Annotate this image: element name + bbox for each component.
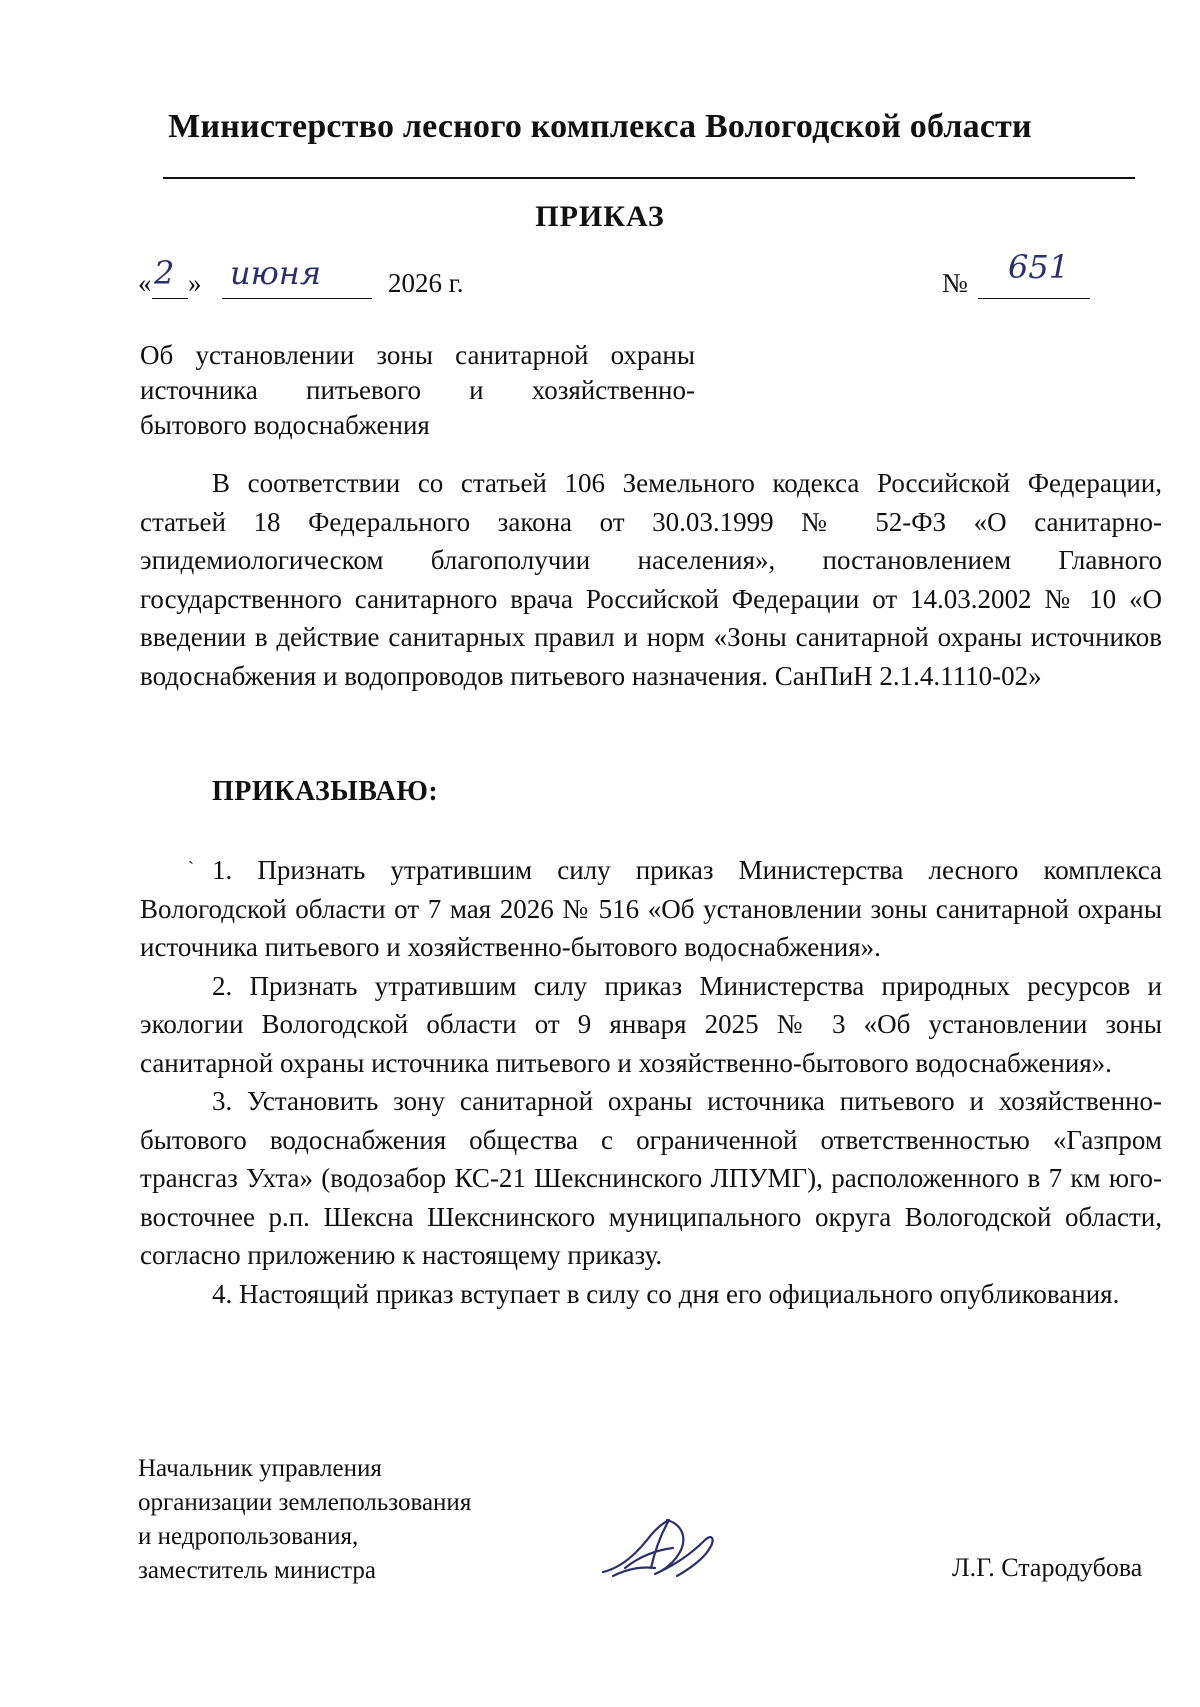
order-item: 2. Признать утратившим силу приказ Министерства природных ресурсов и экологии Вологодской области от 9 января 2025 № 3 «Об установлении зоны санитарной охраны источника питьевого и хозяйственно-бытового водоснабжения». bbox=[140, 970, 1162, 1078]
position-line: и недропользования, bbox=[138, 1523, 359, 1550]
subject-line: бытового водоснабжения bbox=[140, 410, 430, 440]
signatory-position bbox=[138, 1452, 471, 1588]
order-item: 1. Признать утратившим силу приказ Министерства лесного комплекса Вологодской области от 7 мая 2026 № 516 «Об установлении зоны санитарной охраны источника питьевого и хозяйственно-бытового водоснабжения». bbox=[140, 855, 1162, 962]
subject-line: Об установлении зоны санитарной охраны bbox=[140, 340, 695, 370]
order-item: 4. Настоящий приказ вступает в силу со дня его официального опубликования. bbox=[212, 1278, 1120, 1309]
order-number-handwritten: 651 bbox=[1008, 248, 1070, 286]
number-label: № bbox=[942, 268, 968, 298]
subject-word: и bbox=[469, 375, 484, 405]
subject-word: источника bbox=[140, 375, 258, 405]
number-underline bbox=[978, 298, 1090, 299]
subject-word: хозяйственно- bbox=[531, 375, 696, 405]
preamble-paragraph: В соответствии со статьей 106 Земельного кодекса Российской Федерации, статьей 18 Федерального закона от 30.03.1999 № 52-ФЗ «О санитарно-эпидемиологическом благополучии населения», постановлением Главного государственного санитарного врача Российской Федерации от 14.03.2002 № 10 «О введении в действие санитарных правил и норм «Зоны санитарной охраны источников водоснабжения и водопроводов питьевого назначения. СанПиН 2.1.4.1110-02» bbox=[140, 468, 1162, 691]
date-row bbox=[138, 248, 1158, 302]
preamble bbox=[140, 464, 1162, 695]
date-year: 2026 г. bbox=[388, 268, 464, 298]
subject-word: питьевого bbox=[306, 375, 421, 405]
handwritten-signature bbox=[595, 1510, 725, 1590]
document-type: ПРИКАЗ bbox=[535, 200, 665, 233]
date-close-quote: » bbox=[188, 268, 202, 298]
ministry-name: Министерство лесного комплекса Вологодской области bbox=[168, 108, 1032, 145]
date-month-handwritten: июня bbox=[230, 254, 322, 292]
order-item: 3. Установить зону санитарной охраны источника питьевого и хозяйственно-бытового водоснабжения общества с ограниченной ответственностью «Газпром трансгаз Ухта» (водозабор КС-21 Шекснинского ЛПУМГ), расположенного в 7 км юго-восточнее р.п. Шексна Шекснинского муниципального округа Вологодской области, согласно приложению к настоящему приказу. bbox=[140, 1086, 1162, 1270]
position-line: организации землепользования bbox=[138, 1489, 472, 1516]
date-open-quote: « bbox=[138, 268, 152, 298]
month-underline bbox=[222, 298, 372, 299]
position-line: заместитель министра bbox=[138, 1557, 376, 1584]
order-word: ПРИКАЗЫВАЮ: bbox=[212, 776, 439, 807]
day-underline bbox=[152, 298, 188, 299]
order-items bbox=[140, 851, 1162, 1313]
signatory-name: Л.Г. Стародубова bbox=[952, 1553, 1143, 1582]
scan-mark: ˋ bbox=[188, 858, 194, 878]
position-line: Начальник управления bbox=[138, 1455, 382, 1482]
subject-block bbox=[140, 338, 695, 443]
header-rule bbox=[163, 177, 1135, 179]
subject-line bbox=[140, 373, 695, 408]
date-day-handwritten: 2 bbox=[154, 254, 175, 292]
